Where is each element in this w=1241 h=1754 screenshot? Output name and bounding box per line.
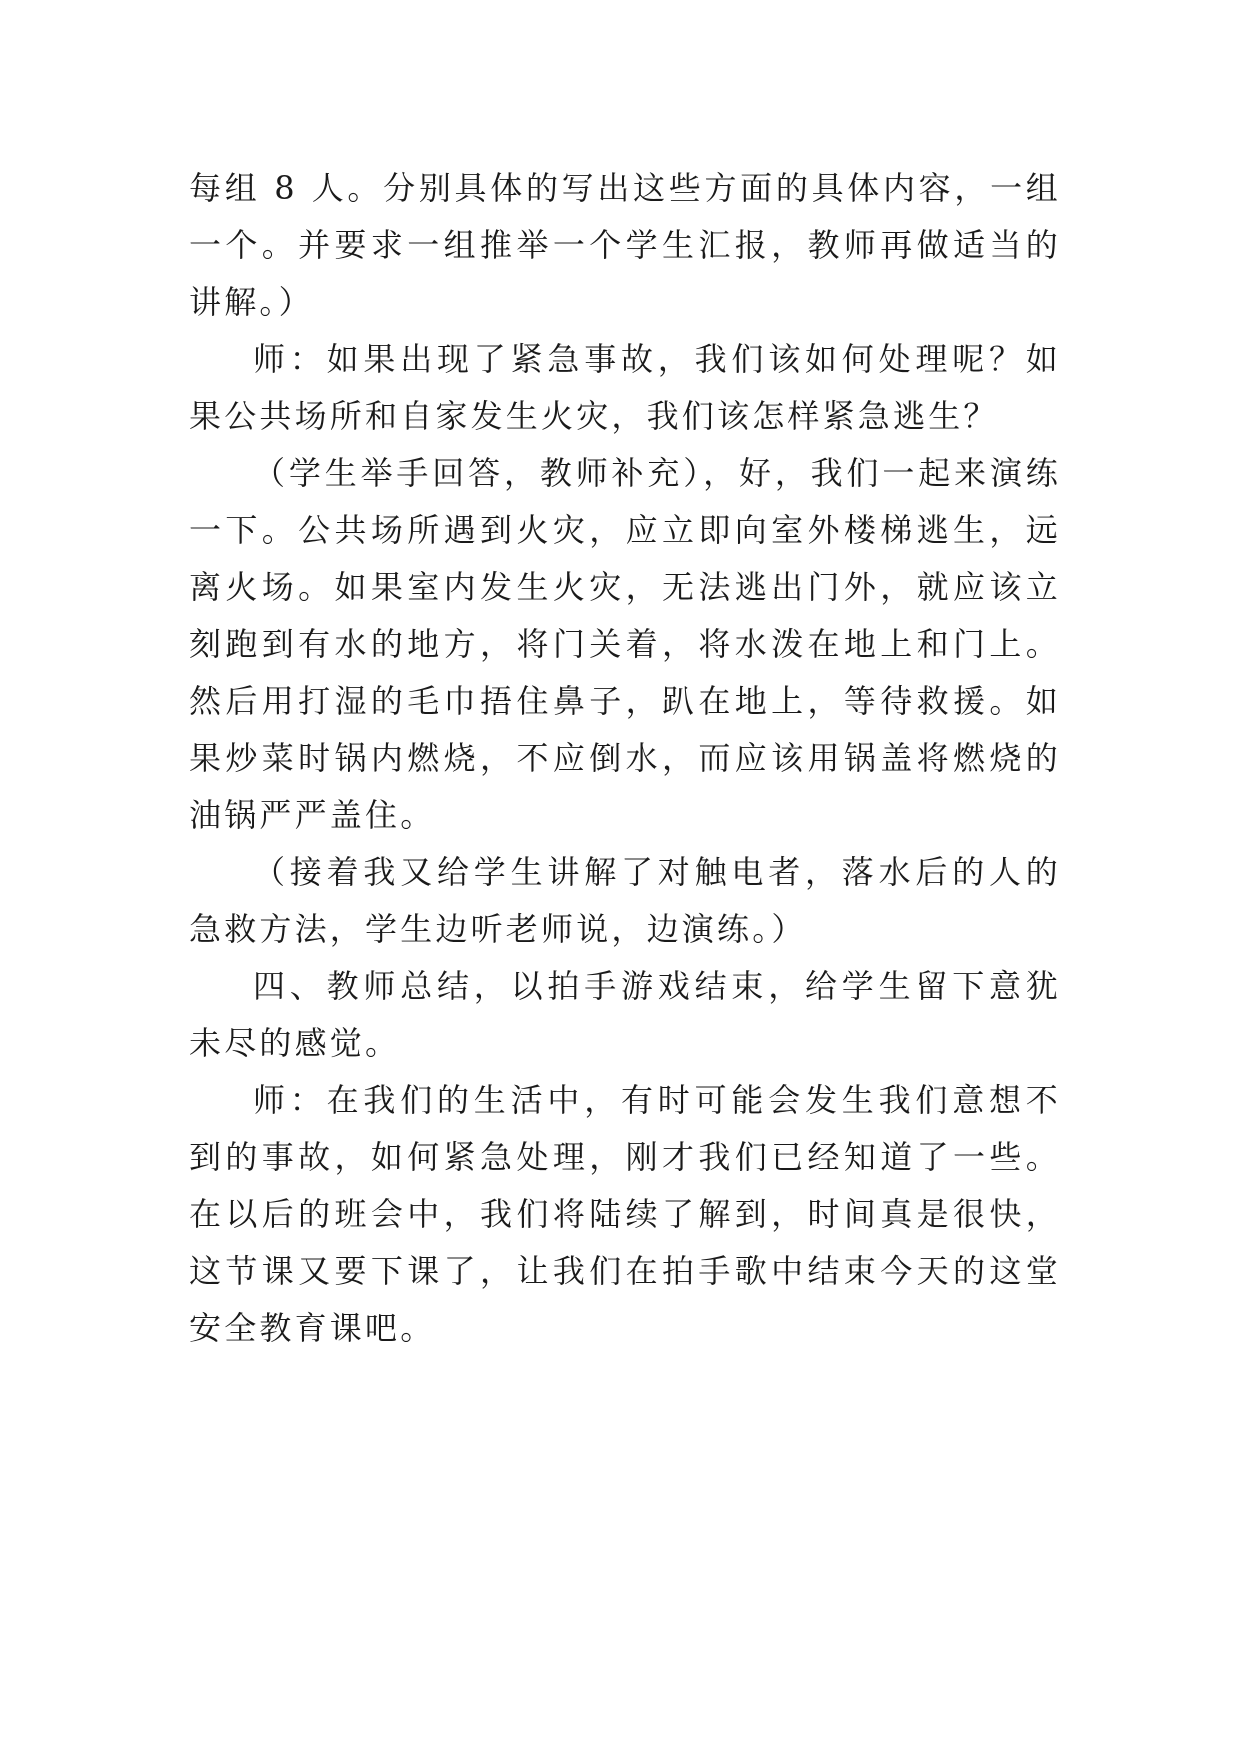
paragraph-closing-remarks: 师：在我们的生活中，有时可能会发生我们意想不到的事故，如何紧急处理，刚才我们已经知道了一些。在以后的班会中，我们将陆续了解到，时间真是很快，这节课又要下课了，让我们在拍手歌中结束今天的这堂安全教育课吧。 <box>189 1081 1061 1347</box>
paragraph-summary-heading: 四、教师总结，以拍手游戏结束，给学生留下意犹未尽的感觉。 <box>189 967 1061 1062</box>
paragraph-continuation: 每组 8 人。分别具体的写出这些方面的具体内容，一组一个。并要求一组推举一个学生汇报，教师再做适当的讲解。） <box>189 169 1061 321</box>
paragraph-teacher-question: 师：如果出现了紧急事故，我们该如何处理呢？如果公共场所和自家发生火灾，我们该怎样紧急逃生？ <box>189 340 1061 435</box>
paragraph-fire-drill: （学生举手回答，教师补充），好，我们一起来演练一下。公共场所遇到火灾，应立即向室外楼梯逃生，远离火场。如果室内发生火灾，无法逃出门外，就应该立刻跑到有水的地方，将门关着，将水泼在地上和门上。然后用打湿的毛巾捂住鼻子，趴在地上，等待救援。如果炒菜时锅内燃烧，不应倒水，而应该用锅盖将燃烧的油锅严严盖住。 <box>189 454 1061 834</box>
paragraph-first-aid: （接着我又给学生讲解了对触电者，落水后的人的急救方法，学生边听老师说，边演练。） <box>189 853 1061 948</box>
document-body <box>189 160 1061 1357</box>
